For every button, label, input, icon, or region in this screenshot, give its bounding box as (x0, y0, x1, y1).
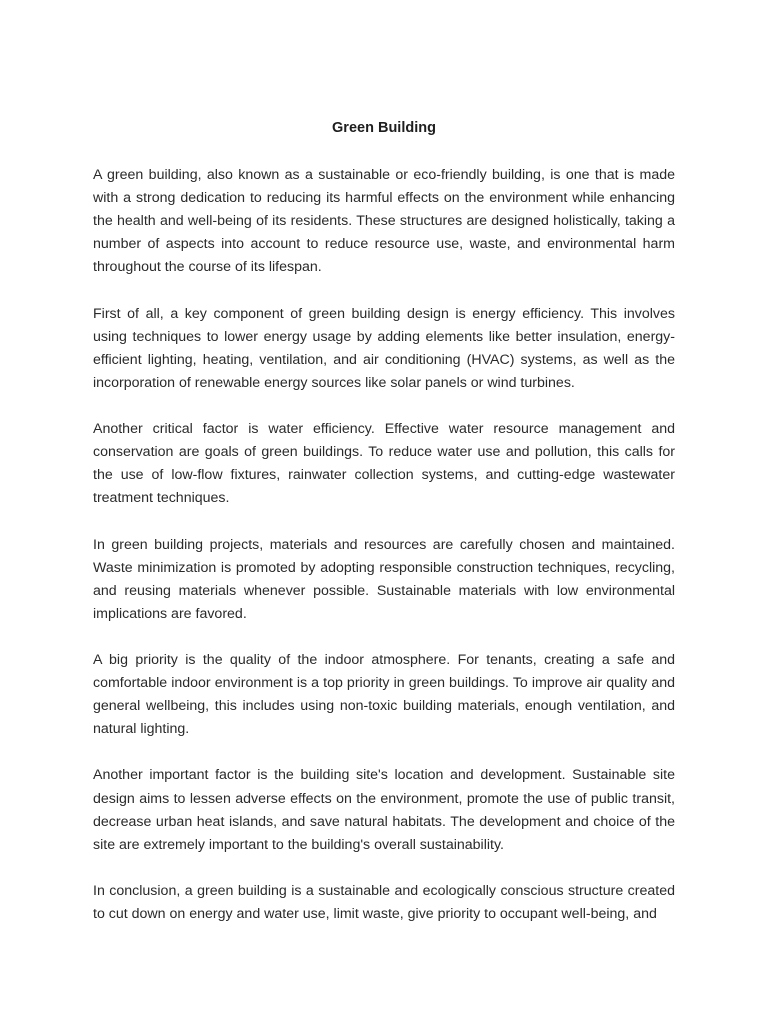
paragraph-conclusion: In conclusion, a green building is a sustainable and ecologically conscious structure created to cut down on energy and water use, limit waste, give priority to occupant well-being, and (93, 882, 675, 922)
paragraph-water-efficiency: Another critical factor is water efficiency. Effective water resource management and conservation are goals of green buildings. To reduce water use and pollution, this calls for the use of low-flow fixtures, rainwater collection systems, and cutting-edge wastewater treatment techniques. (93, 421, 675, 507)
paragraph-site-development: Another important factor is the building site's location and development. Sustainable site design aims to lessen adverse effects on the environment, promote the use of public transit, decrease urban heat islands, and save natural habitats. The development and choice of the site are extremely important to the building's overall sustainability. (93, 767, 675, 853)
paragraph-materials: In green building projects, materials and resources are carefully chosen and maintained. Waste minimization is promoted by adopting responsible construction techniques, recycling, and reusing materials whenever possible. Sustainable materials with low environmental implications are favored. (93, 536, 675, 622)
paragraph-energy-efficiency: First of all, a key component of green building design is energy efficiency. This involves using techniques to lower energy usage by adding elements like better insulation, energy-efficient lighting, heating, ventilation, and air conditioning (HVAC) systems, as well as the incorporation of renewable energy sources like solar panels or wind turbines. (93, 305, 675, 391)
document-title: Green Building (332, 120, 436, 136)
paragraph-intro: A green building, also known as a sustainable or eco-friendly building, is one that is made with a strong dedication to reducing its harmful effects on the environment while enhancing the health and well-being of its residents. These structures are designed holistically, taking a number of aspects into account to reduce resource use, waste, and environmental harm throughout the course of its lifespan. (93, 167, 675, 276)
paragraph-indoor-quality: A big priority is the quality of the indoor atmosphere. For tenants, creating a safe and comfortable indoor environment is a top priority in green buildings. To improve air quality and general wellbeing, this includes using non-toxic building materials, enough ventilation, and natural lighting. (93, 651, 675, 738)
document-body (93, 164, 675, 949)
